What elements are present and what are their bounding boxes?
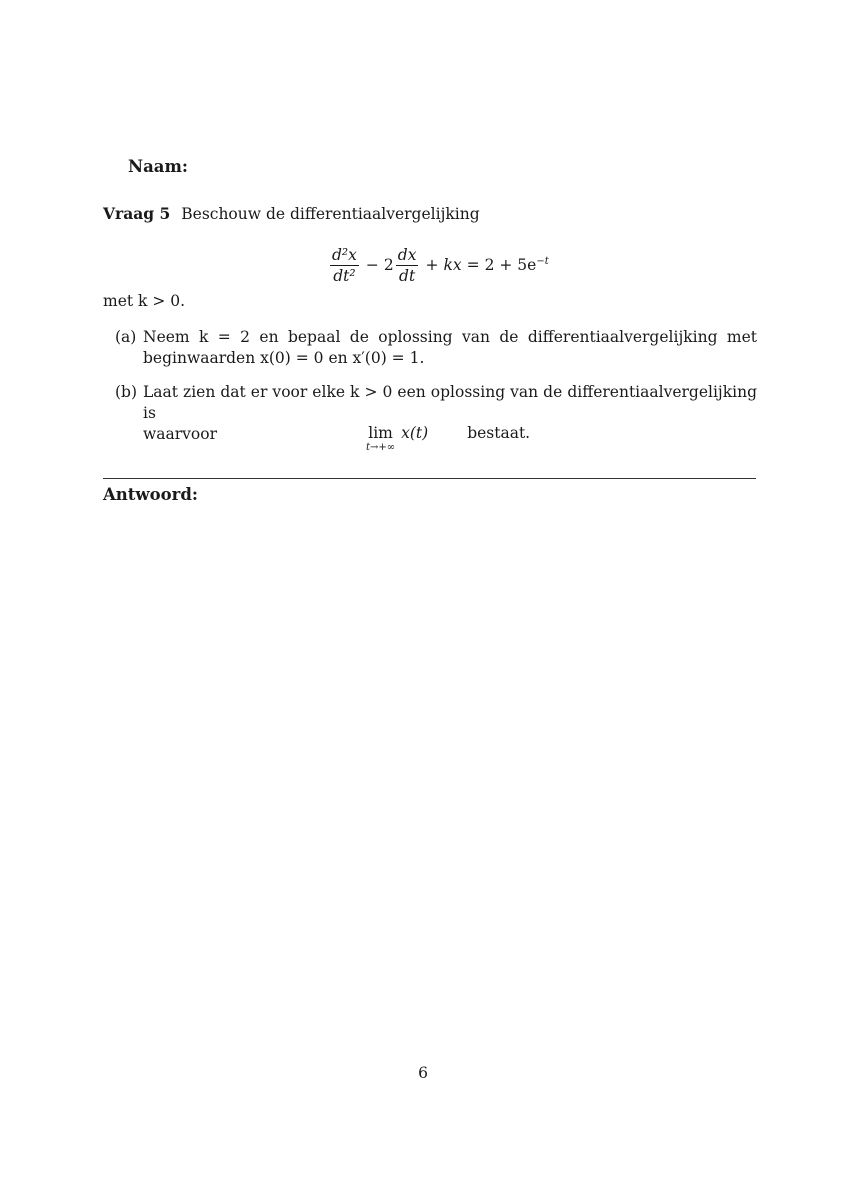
- first-derivative-fraction: [396, 246, 419, 285]
- answer-label: Antwoord:: [103, 485, 198, 504]
- rhs-exponent: −t: [536, 256, 549, 267]
- question-number: Vraag 5: [103, 204, 171, 223]
- limit-expression: [366, 424, 530, 453]
- condition-text: met k > 0.: [103, 292, 186, 310]
- equals-sign: =: [466, 256, 480, 274]
- question-heading: [103, 204, 480, 223]
- fraction-numerator: d²x: [332, 245, 357, 264]
- part-a: [115, 327, 757, 369]
- name-label: Naam:: [128, 157, 189, 176]
- limit-subscript: t→+∞: [366, 442, 396, 453]
- plus-sign: +: [425, 256, 439, 274]
- fraction-denominator: dt: [399, 266, 416, 285]
- part-text-line2: waarvoor: [143, 425, 217, 443]
- divider-rule: [103, 478, 756, 479]
- minus-sign: −: [365, 256, 379, 274]
- part-text: Neem k = 2 en bepaal de oplossing van de differentiaalvergelijking met beginwaarden x(0) = 0 en x′(0) = 1.: [143, 328, 757, 367]
- limit-tail: bestaat.: [467, 424, 531, 442]
- part-text-line1: Laat zien dat er voor elke k > 0 een oplossing van de differentiaalvergelijking is: [143, 383, 757, 422]
- page-number: 6: [418, 1064, 428, 1082]
- limit-word: lim: [368, 424, 393, 442]
- part-label: (a): [115, 328, 137, 346]
- second-derivative-fraction: [330, 246, 359, 285]
- differential-equation: [328, 243, 549, 287]
- limit-operator: [366, 424, 395, 453]
- limit-function: x(t): [401, 424, 429, 442]
- fraction-numerator: dx: [397, 245, 417, 264]
- kx-term: kx: [443, 256, 462, 274]
- fraction-denominator: dt²: [333, 266, 356, 285]
- coefficient: 2: [383, 256, 394, 274]
- rhs-base: 2 + 5e: [484, 256, 537, 274]
- question-intro: Beschouw de differentiaalvergelijking: [181, 205, 480, 223]
- right-hand-side: [485, 256, 549, 274]
- part-label: (b): [115, 383, 138, 401]
